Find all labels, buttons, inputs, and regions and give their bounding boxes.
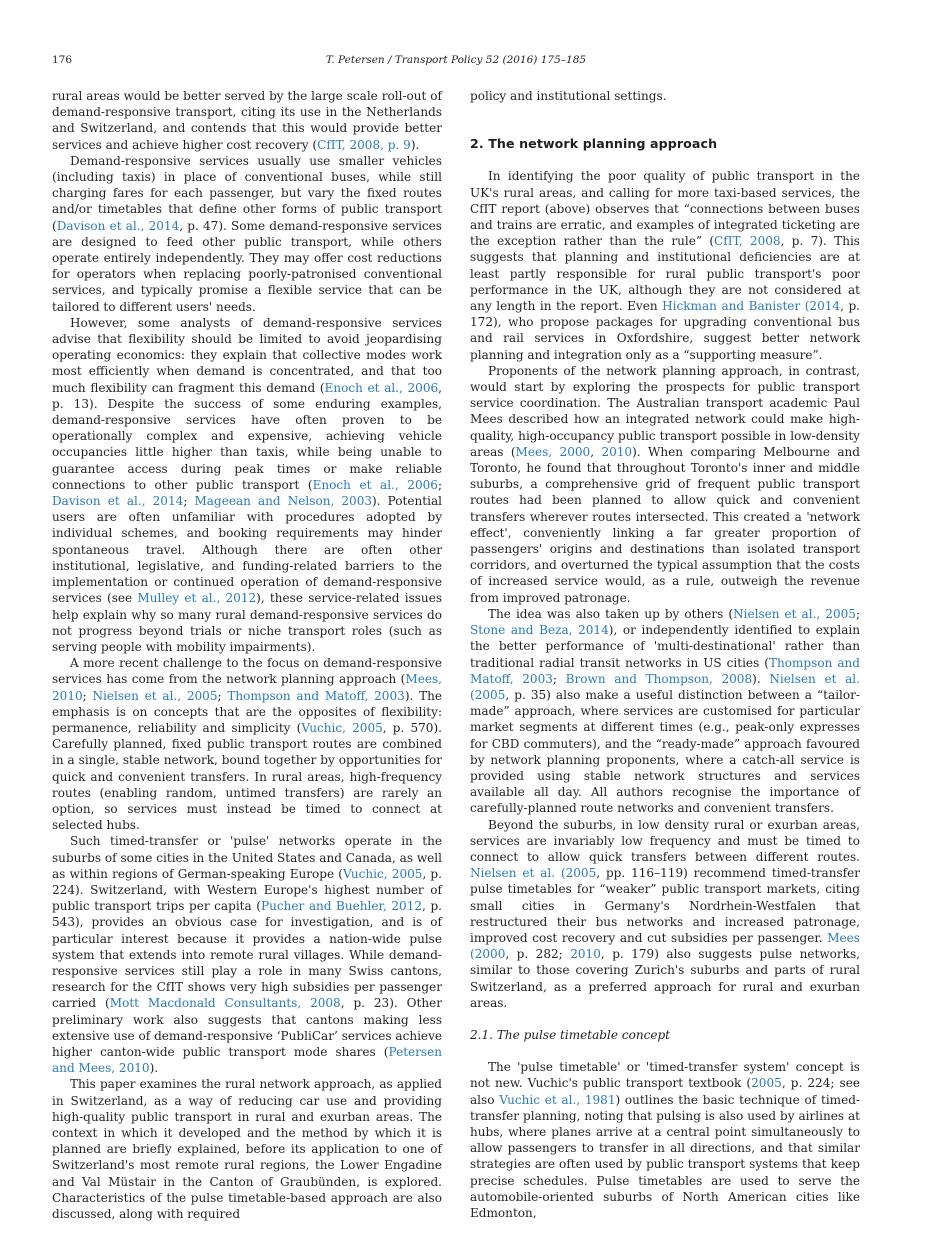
citation-link[interactable]: Mees (2000 (470, 930, 860, 962)
body-text: ). Potential users are often unfamiliar with procedures adopted by individual schemes, and booking requirements may hinder spontaneous travel. Although there are often other institutional, legislative, and funding-related barriers to the implementation or continued operation of demand-responsive services (see (52, 494, 442, 606)
body-text: ). (149, 1061, 159, 1076)
body-text: , p. 224). Switzerland, with Western Europe's highest number of public transport trips per capita ( (52, 866, 442, 914)
body-text: rural areas would be better served by the large scale roll-out of demand-responsive transport, citing its use in the Netherlands and Switzerland, and contends that this would provide better services and achieve higher cost recovery ( (52, 89, 442, 152)
left-column (52, 88, 442, 1222)
body-text: ; (183, 494, 195, 509)
body-text: ; (552, 671, 566, 686)
body-text: , p. 570). Carefully planned, fixed public transport routes are combined in a single, stable network, bound together by opportunities for quick and convenient transfers. In rural areas, high-frequency routes (enabling random, untimed transfers) are rarely an option, so services must instead be timed to connect at selected hubs. (52, 720, 442, 833)
citation-link[interactable]: Mulley et al., 2012 (137, 591, 257, 606)
body-text: ; (855, 606, 861, 621)
citation-link[interactable]: Nielsen et al., 2005 (733, 606, 856, 621)
paragraph (52, 315, 442, 655)
paragraph (470, 168, 860, 362)
citation-link[interactable]: Mott Macdonald Consultants, 2008 (109, 996, 341, 1011)
citation-link[interactable]: 2010 (570, 947, 601, 962)
body-text: , p. 7). This suggests that planning and institutional deficiencies are at least partly responsible for rural public transport's poor performance in the UK, although they are not considered at any length in the report. Even (470, 234, 860, 314)
right-column (470, 88, 860, 1221)
body-text: , (590, 444, 602, 459)
body-text: , p. 47). Some demand-responsive services are designed to feed other public transport, while others operate entirely independently. They may offer cost reductions for operators when replacing poorly-patronised conventional services, and typically promise a flexible service that can be tailored to different users' needs. (52, 218, 442, 314)
paragraph (470, 817, 860, 1011)
citation-link[interactable]: Petersen and Mees, 2010 (52, 1044, 442, 1076)
running-title: T. Petersen / Transport Policy 52 (2016) 175–185 (325, 54, 587, 66)
body-text: , p. 35) also make a useful distinction between a “tailor-made” approach, where services are customised for particular market segments at different times (e.g., peak-only expresses for CBD commuters), and the “ready-made” approach favoured by network planning proponents, where a catch-all service is provided using stable network structures and services available all day. All authors recognise the importance of carefully-planned route networks and convenient transfers. (470, 687, 860, 816)
body-text: , p. 282; (505, 947, 571, 962)
body-text: ). (410, 137, 420, 152)
body-text: , p. 179) also suggests pulse networks, similar to those covering Zurich's suburbs and parts of rural Switzerland, as a preferred approach for rural and exurban areas. (470, 947, 860, 1010)
paragraph (470, 363, 860, 606)
citation-link[interactable]: Hickman and Banister (2014 (662, 299, 841, 314)
body-text: Demand-responsive services usually use smaller vehicles (including taxis) in place of conventional buses, while still charging fares for each passenger, but vary the fixed routes and/or timetables that define other forms of public transport ( (52, 153, 442, 233)
citation-link[interactable]: Brown and Thompson, 2008 (565, 671, 753, 686)
body-text: , p. 543), provides an obvious case for investigation, and is of particular interest because it provides a nation-wide pulse system that extends into remote rural villages. While demand-responsive services still play a role in many Swiss cantons, research for the CfIT shows very high subsidies per passenger carried ( (52, 899, 442, 1011)
subsection-heading: 2.1. The pulse timetable concept (470, 1027, 671, 1042)
citation-link[interactable]: Mees, 2010 (52, 672, 442, 703)
citation-link[interactable]: Enoch et al., 2006 (324, 380, 439, 395)
paragraph (52, 153, 442, 315)
paragraph (52, 1076, 442, 1222)
body-text: This paper examines the rural network approach, as applied in Switzerland, as a way of reducing car use and providing high-quality public transport in rural and exurban areas. The context in which it developed and the method by which it is planned are briefly explained, before its application to one of Switzerland's most remote rural regions, the Lower Engadine and Val Müstair in the Canton of Graubünden, is explored. Characteristics of the pulse timetable-based approach are also discussed, along with required (52, 1077, 442, 1222)
citation-link[interactable]: Thompson and Matoff, 2003 (227, 688, 405, 703)
body-text: Such timed-transfer or 'pulse' networks operate in the suburbs of some cities in the United States and Canada, as well as within regions of German-speaking Europe ( (52, 834, 442, 881)
section-heading: 2. The network planning approach (470, 136, 718, 152)
citation-link[interactable]: Mees, 2000 (515, 444, 591, 459)
paragraph (470, 88, 860, 104)
citation-link[interactable]: Pucher and Buehler, 2012 (260, 899, 423, 914)
citation-link[interactable]: Mageean and Nelson, 2003 (194, 494, 373, 509)
paragraph (470, 1059, 860, 1221)
body-text: policy and institutional settings. (470, 89, 667, 103)
body-text: , pp. 116–119) recommend timed-transfer pulse timetables for “weaker” public transport markets, citing small cities in Germany's Nordrhein-Westfalen that restructured their bus networks and increased patronage, improved cost recovery and cut subsidies per passenger. (470, 866, 860, 945)
citation-link[interactable]: CfIT, 2008, p. 9 (317, 137, 411, 152)
paragraph (52, 88, 442, 153)
citation-link[interactable]: 2010 (601, 444, 633, 459)
body-text: In identifying the poor quality of public transport in the UK's rural areas, and calling for more taxi-based services, the CfIT report (above) observes that “connections between buses and trains are erratic, and examples of integrated ticketing are the exception rather than the rule” ( (470, 169, 860, 249)
citation-link[interactable]: Enoch et al., 2006 (312, 477, 438, 492)
body-text: Beyond the suburbs, in low density rural or exurban areas, services are invariably low frequency and must be timed to connect to allow quick transfers between different routes. (470, 817, 860, 864)
body-text: ; (217, 688, 228, 703)
citation-link[interactable]: Vuchic et al., 1981 (499, 1092, 616, 1107)
paragraph (52, 833, 442, 1076)
body-text: ; (82, 688, 93, 703)
citation-link[interactable]: Davison et al., 2014 (56, 218, 180, 233)
citation-link[interactable]: CfIT, 2008 (714, 234, 781, 249)
page-number: 176 (52, 54, 73, 66)
page-header (52, 54, 860, 70)
citation-link[interactable]: Nielsen et al. (2005 (470, 671, 860, 702)
body-text: , p. 224; see also (470, 1076, 860, 1107)
body-text: Proponents of the network planning approach, in contrast, would start by exploring the prospects for public transport service coordination. The Australian transport academic Paul Mees described how an integrated network could make high-quality, high-occupancy public transport possible in low-density areas ( (470, 363, 860, 459)
citation-link[interactable]: Nielsen et al. (2005 (470, 866, 597, 881)
body-text: ). When comparing Melbourne and Toronto, he found that throughout Toronto's inner and middle suburbs, a comprehensive grid of frequent public transport routes had been planned to allow quick and convenient transfers wherever routes intersected. This created a 'network effect', conveniently linking a far greater proportion of passengers' origins and destinations than isolated transport corridors, and overturned the typical assumption that the costs of increased service would, as a rule, outweigh the revenue from improved patronage. (470, 444, 860, 605)
body-text: ). The emphasis is on concepts that are the opposites of flexibility: permanence, reliability and simplicity ( (52, 688, 443, 735)
body-text: The 'pulse timetable' or 'timed-transfer system' concept is not new. Vuchic's public transport textbook ( (470, 1060, 860, 1091)
citation-link[interactable]: Thompson and Matoff, 2003 (470, 655, 860, 686)
citation-link[interactable]: Vuchic, 2005 (301, 720, 383, 735)
paragraph (470, 606, 860, 817)
citation-link[interactable]: Vuchic, 2005 (342, 866, 423, 881)
body-text: A more recent challenge to the focus on demand-responsive services has come from the network planning approach ( (52, 656, 442, 687)
body-text: , p. 172), who propose packages for upgrading conventional bus and rail services in Oxfordshire, suggest better network planning and integration only as a “supporting measure”. (470, 299, 861, 362)
body-text: ; (437, 477, 442, 492)
citation-link[interactable]: Davison et al., 2014 (52, 494, 184, 509)
body-text: ) outlines the basic technique of timed-transfer planning, noting that pulsing is also used by airlines at hubs, where planes arrive at a central point simultaneously to allow passengers to transfer in all directions, and that similar strategies are often used by public transport systems that keep precise schedules. Pulse timetables are used to serve the automobile-oriented suburbs of North American cities like Edmonton, (470, 1092, 861, 1220)
body-text: ), these service-related issues help explain why so many rural demand-responsive services do not progress beyond trials or niche transport roles (such as serving people with mobility impairments). (52, 591, 443, 654)
body-text: However, some analysts of demand-responsive services advise that flexibility should be limited to avoid jeopardising operating economics: they explain that collective modes work most efficiently when demand is concentrated, and that too much flexibility can fragment this demand ( (52, 315, 442, 395)
citation-link[interactable]: 2005 (751, 1076, 782, 1091)
body-text: ), or independently identified to explain the better performance of 'multi-destinational' rather than traditional radial transit networks in US cities ( (470, 623, 860, 670)
body-text: The idea was also taken up by others ( (488, 606, 734, 621)
body-text: , p. 13). Despite the success of some enduring examples, demand-responsive services have often proven to be operationally complex and expensive, achieving vehicle occupancies little higher than taxis, while being unable to guarantee access during peak times or make reliable connections to other public transport ( (52, 380, 442, 492)
citation-link[interactable]: Stone and Beza, 2014 (470, 623, 609, 638)
body-text: ). (752, 671, 770, 686)
citation-link[interactable]: Nielsen et al., 2005 (92, 688, 218, 703)
body-text: , p. 23). Other preliminary work also suggests that cantons making less extensive use of demand-responsive ‘PubliCar’ services achieve higher canton-wide public transport mode shares ( (52, 996, 442, 1059)
paragraph (52, 655, 442, 833)
